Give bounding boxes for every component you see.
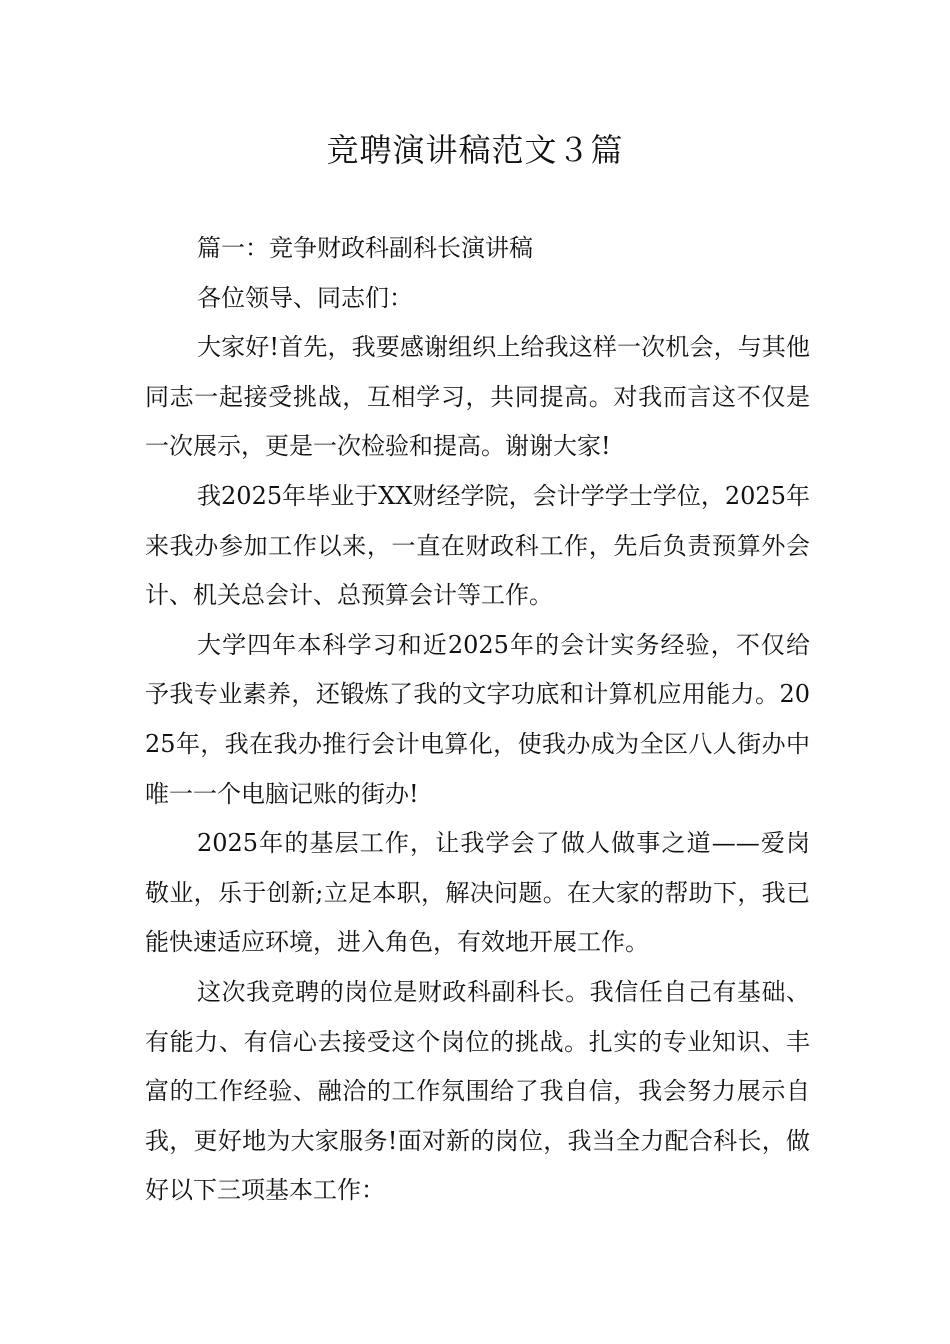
document-body — [145, 224, 810, 1216]
paragraph-salutation: 各位领导、同志们： — [197, 283, 413, 312]
paragraph-section-heading: 篇一：竞争财政科副科长演讲稿 — [197, 234, 533, 262]
paragraph-position: 这次我竞聘的岗位是财政科副科长。我信任自己有基础、有能力、有信心去接受这个岗位的挑战。扎实的专业知识、丰富的工作经验、融洽的工作氛围给了我自信，我会努力展示自我，更好地为大家服务!面对新的岗位，我当全力配合科长，做好以下三项基本工作： — [145, 977, 810, 1205]
document-title: 竞聘演讲稿范文３篇 — [326, 131, 624, 169]
paragraph-experience: 大学四年本科学习和近2025年的会计实务经验，不仅给予我专业素养，还锻炼了我的文字功底和计算机应用能力。2025年，我在我办推行会计电算化，使我办成为全区八人街办中唯一一个电脑记账的街办! — [145, 630, 810, 808]
paragraph-background: 我2025年毕业于XX财经学院，会计学学士学位，2025年来我办参加工作以来，一直在财政科工作，先后负责预算外会计、机关总会计、总预算会计等工作。 — [145, 481, 810, 610]
paragraph-greeting: 大家好!首先，我要感谢组织上给我这样一次机会，与其他同志一起接受挑战，互相学习，共同提高。对我而言这不仅是一次展示，更是一次检验和提高。谢谢大家! — [145, 333, 810, 461]
paragraph-grassroots-work: 2025年的基层工作，让我学会了做人做事之道——爱岗敬业，乐于创新;立足本职，解决问题。在大家的帮助下，我已能快速适应环境，进入角色，有效地开展工作。 — [145, 829, 810, 957]
